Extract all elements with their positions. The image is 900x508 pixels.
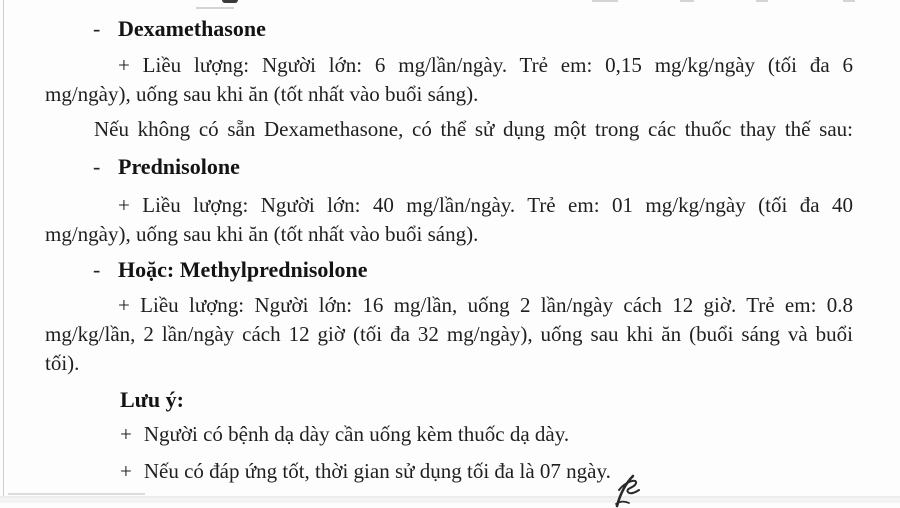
prednisolone-heading-label: Prednisolone: [118, 154, 240, 179]
scan-cutoff-fragment: [756, 0, 768, 2]
dexamethasone-heading-label: Dexamethasone: [118, 16, 266, 41]
plus-marker: +: [120, 422, 132, 446]
dexamethasone-dose-paragraph: [45, 51, 853, 109]
bullet-dash: -: [93, 257, 101, 282]
dexamethasone-dose-line-2: mg/ngày), uống sau khi ăn (tốt nhất vào buổi sáng).: [45, 82, 479, 106]
note-item-2-text: Nếu có đáp ứng tốt, thời gian sử dụng tối đa là 07 ngày.: [143, 459, 611, 483]
methylprednisolone-dose-line-3: tối).: [45, 351, 80, 375]
scan-rule-segment: [8, 493, 145, 495]
methylprednisolone-dose-line-2: mg/kg/lần, 2 lần/ngày cách 12 giờ (tối đa 32 mg/ngày), uống sau khi ăn (buổi sáng và buổi: [45, 322, 853, 346]
methylprednisolone-dose-paragraph: [45, 291, 853, 378]
note-item-2: [45, 457, 853, 486]
notes-heading: Lưu ý:: [120, 387, 184, 412]
methylprednisolone-heading: [45, 255, 853, 284]
bullet-dash: -: [93, 16, 101, 41]
scan-cutoff-fragment: [592, 0, 618, 2]
plus-marker: +: [120, 459, 132, 483]
scan-cutoff-fragment: [843, 0, 855, 2]
bullet-dash: -: [93, 154, 101, 179]
methylprednisolone-dose-line-1: + Liều lượng: Người lớn: 16 mg/lần, uống 2 lần/ngày cách 12 giờ. Trẻ em: 0.8: [118, 293, 853, 317]
prednisolone-dose-line-1: + Liều lượng: Người lớn: 40 mg/lần/ngày. Trẻ em: 01 mg/kg/ngày (tối đa 40: [118, 193, 853, 217]
dexamethasone-dose-line-1: + Liều lượng: Người lớn: 6 mg/lần/ngày. Trẻ em: 0,15 mg/kg/ngày (tối đa 6: [118, 53, 853, 77]
methylprednisolone-heading-label: Hoặc: Methylprednisolone: [118, 257, 368, 282]
scan-smudge: [196, 7, 234, 9]
scan-edge-strip: [0, 498, 900, 503]
note-item-1: [45, 420, 853, 449]
note-item-1-text: Người có bệnh dạ dày cần uống kèm thuốc dạ dày.: [143, 422, 570, 446]
prednisolone-dose-line-2: mg/ngày), uống sau khi ăn (tốt nhất vào buổi sáng).: [45, 222, 479, 246]
dexamethasone-heading: [45, 14, 853, 43]
prednisolone-dose-paragraph: [45, 191, 853, 249]
prednisolone-heading: [45, 152, 853, 181]
scan-border-line: [3, 0, 4, 503]
scan-cutoff-fragment: [680, 0, 694, 2]
alternative-note-line: Nếu không có sẵn Dexamethasone, có thể sử dụng một trong các thuốc thay thế sau:: [94, 117, 853, 141]
scan-cutoff-fragment: [222, 0, 238, 3]
